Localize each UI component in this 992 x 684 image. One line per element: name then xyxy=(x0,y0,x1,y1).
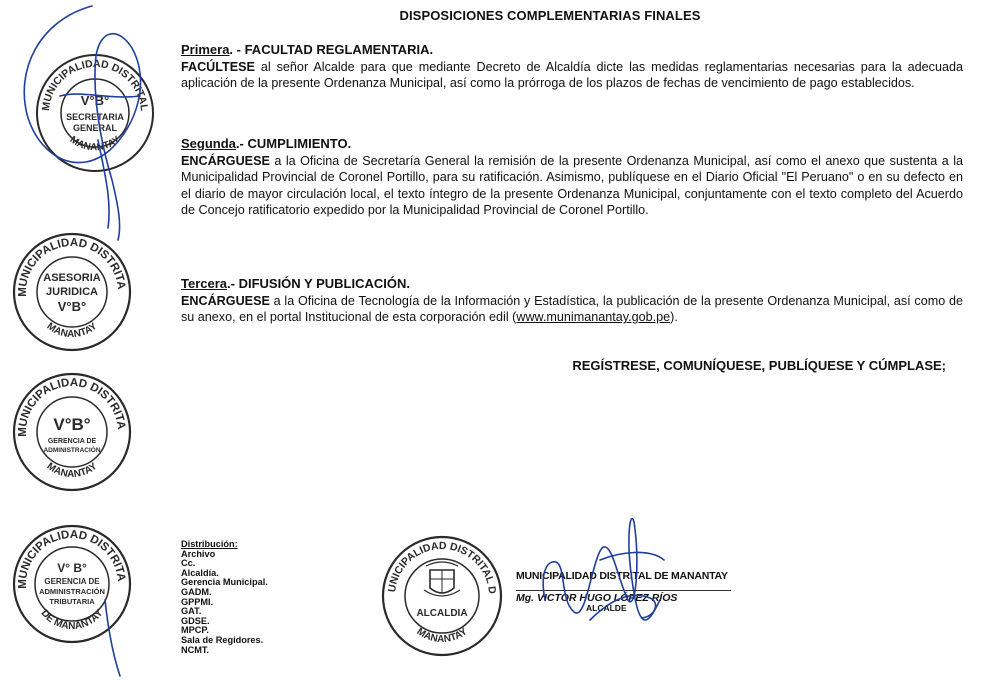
stamp-line: TRIBUTARIA xyxy=(49,597,95,606)
stamp-ring-bottom: MANANTAY xyxy=(67,134,123,154)
stamp-line: GENERAL xyxy=(72,123,118,133)
section-heading: DISPOSICIONES COMPLEMENTARIAS FINALES xyxy=(399,8,701,23)
stamp-line: V° B° xyxy=(57,561,87,575)
stamp-line: ADMINISTRACIÓN xyxy=(43,447,101,454)
stamp-ring-top: MUNICIPALIDAD DISTRITAL DE xyxy=(373,523,499,595)
clause-title-rest: .- CUMPLIMIENTO. xyxy=(235,136,352,151)
stamp-line: SECRETARIA xyxy=(66,112,124,122)
stamp-ring-bottom: MANANTAY xyxy=(44,320,100,341)
signature-organization: MUNICIPALIDAD DISTRITAL DE MANANTAY xyxy=(516,570,728,582)
distribution-item: MPCP. xyxy=(181,625,209,636)
stamp-ring-top: MUNICIPALIDAD DISTRITAL xyxy=(4,219,128,297)
distribution-item: GDSE. xyxy=(181,615,210,626)
stamp-ring-top: MUNICIPALIDAD DISTRITAL xyxy=(4,511,128,589)
distribution-item: GAT. xyxy=(181,606,202,617)
distribution-item: Gerencia Municipal. xyxy=(181,577,268,588)
stamp-line: JURIDICA xyxy=(46,286,98,298)
stamp-line: ASESORIA xyxy=(43,272,101,284)
stamp-ring-bottom: MANANTAY xyxy=(44,460,100,481)
clause-lead: FACÚLTESE xyxy=(181,60,255,75)
clause-title-rest: .- DIFUSIÓN Y PUBLICACIÓN. xyxy=(227,276,410,291)
stamp-line: V°B° xyxy=(57,299,87,314)
clause-lead: ENCÁRGUESE xyxy=(181,154,270,169)
closing-formula: REGÍSTRESE, COMUNÍQUESE, PUBLÍQUESE Y CÚMPLASE; xyxy=(572,358,946,373)
clause-label: Primera xyxy=(181,42,230,57)
stamp-ring-top: MUNICIPALIDAD DISTRITAL xyxy=(4,359,128,437)
distribution-item: Alcaldía. xyxy=(181,567,219,578)
signatory-name: Mg. VICTOR HUGO LÓPEZ RÍOS xyxy=(516,592,678,604)
stamp-line: GERENCIA DE xyxy=(47,438,97,445)
portal-link[interactable]: www.munimanantay.gob.pe xyxy=(516,310,671,325)
clause-text: a la Oficina de Tecnología de la Información y Estadística, la publicación de la presente Ordenanza Municipal, así como de su anexo, en el portal Institucional de esta corporación edil ( xyxy=(181,294,963,325)
distribution-title: Distribución: xyxy=(181,539,238,549)
clause-text-end: ). xyxy=(670,310,678,325)
distribution-item: GADM. xyxy=(181,586,212,597)
distribution-item: Cc. xyxy=(181,558,196,569)
clause-text: al señor Alcalde para que mediante Decreto de Alcaldía dicte las medidas reglamentarias necesarias para la adecuada aplicación de la presente Ordenanza Municipal, así como la prórroga de los plazos de fechas de vencimiento de pago establecidos. xyxy=(181,60,963,91)
clause-text: a la Oficina de Secretaría General la remisión de la presente Ordenanza Municipal, así como el anexo que sustenta a la Municipalidad Provincial de Coronel Portillo, para su ratificación. Asimismo, publíquese en el Diario Oficial "El Peruano" o en su defecto en el diario de mayor circulación local, el texto íntegro de la presente Ordenanza Municipal, conjuntamente con el texto completo del Acuerdo de Concejo ratificatorio expedido por la Municipalidad Provincial de Coronel Portillo. xyxy=(181,154,963,217)
stamp-line: V°B° xyxy=(53,415,91,434)
stamp-ring-top: MUNICIPALIDAD DISTRITAL xyxy=(39,57,151,112)
stamp-line: GERENCIA DE xyxy=(44,577,100,586)
distribution-item: Archivo xyxy=(181,548,216,559)
clause-label: Tercera xyxy=(181,276,228,291)
distribution-item: NCMT. xyxy=(181,644,210,655)
clause-lead: ENCÁRGUESE xyxy=(181,294,270,309)
clause-title-rest: . - FACULTAD REGLAMENTARIA. xyxy=(229,42,434,57)
stamp-center-text: ALCALDIA xyxy=(416,608,468,619)
stamp-ring-bottom: MANANTAY xyxy=(414,626,470,646)
stamp-ring-bottom: DE MANANTAY xyxy=(38,607,106,633)
clause-label: Segunda xyxy=(181,136,236,151)
signatory-role: ALCALDE xyxy=(586,603,627,613)
stamp-line: V°B° xyxy=(80,93,110,108)
distribution-item: Sala de Regidores. xyxy=(181,634,264,645)
stamp-line: ADMINISTRACIÓN xyxy=(39,587,105,596)
distribution-item: GPPMI. xyxy=(181,596,214,607)
